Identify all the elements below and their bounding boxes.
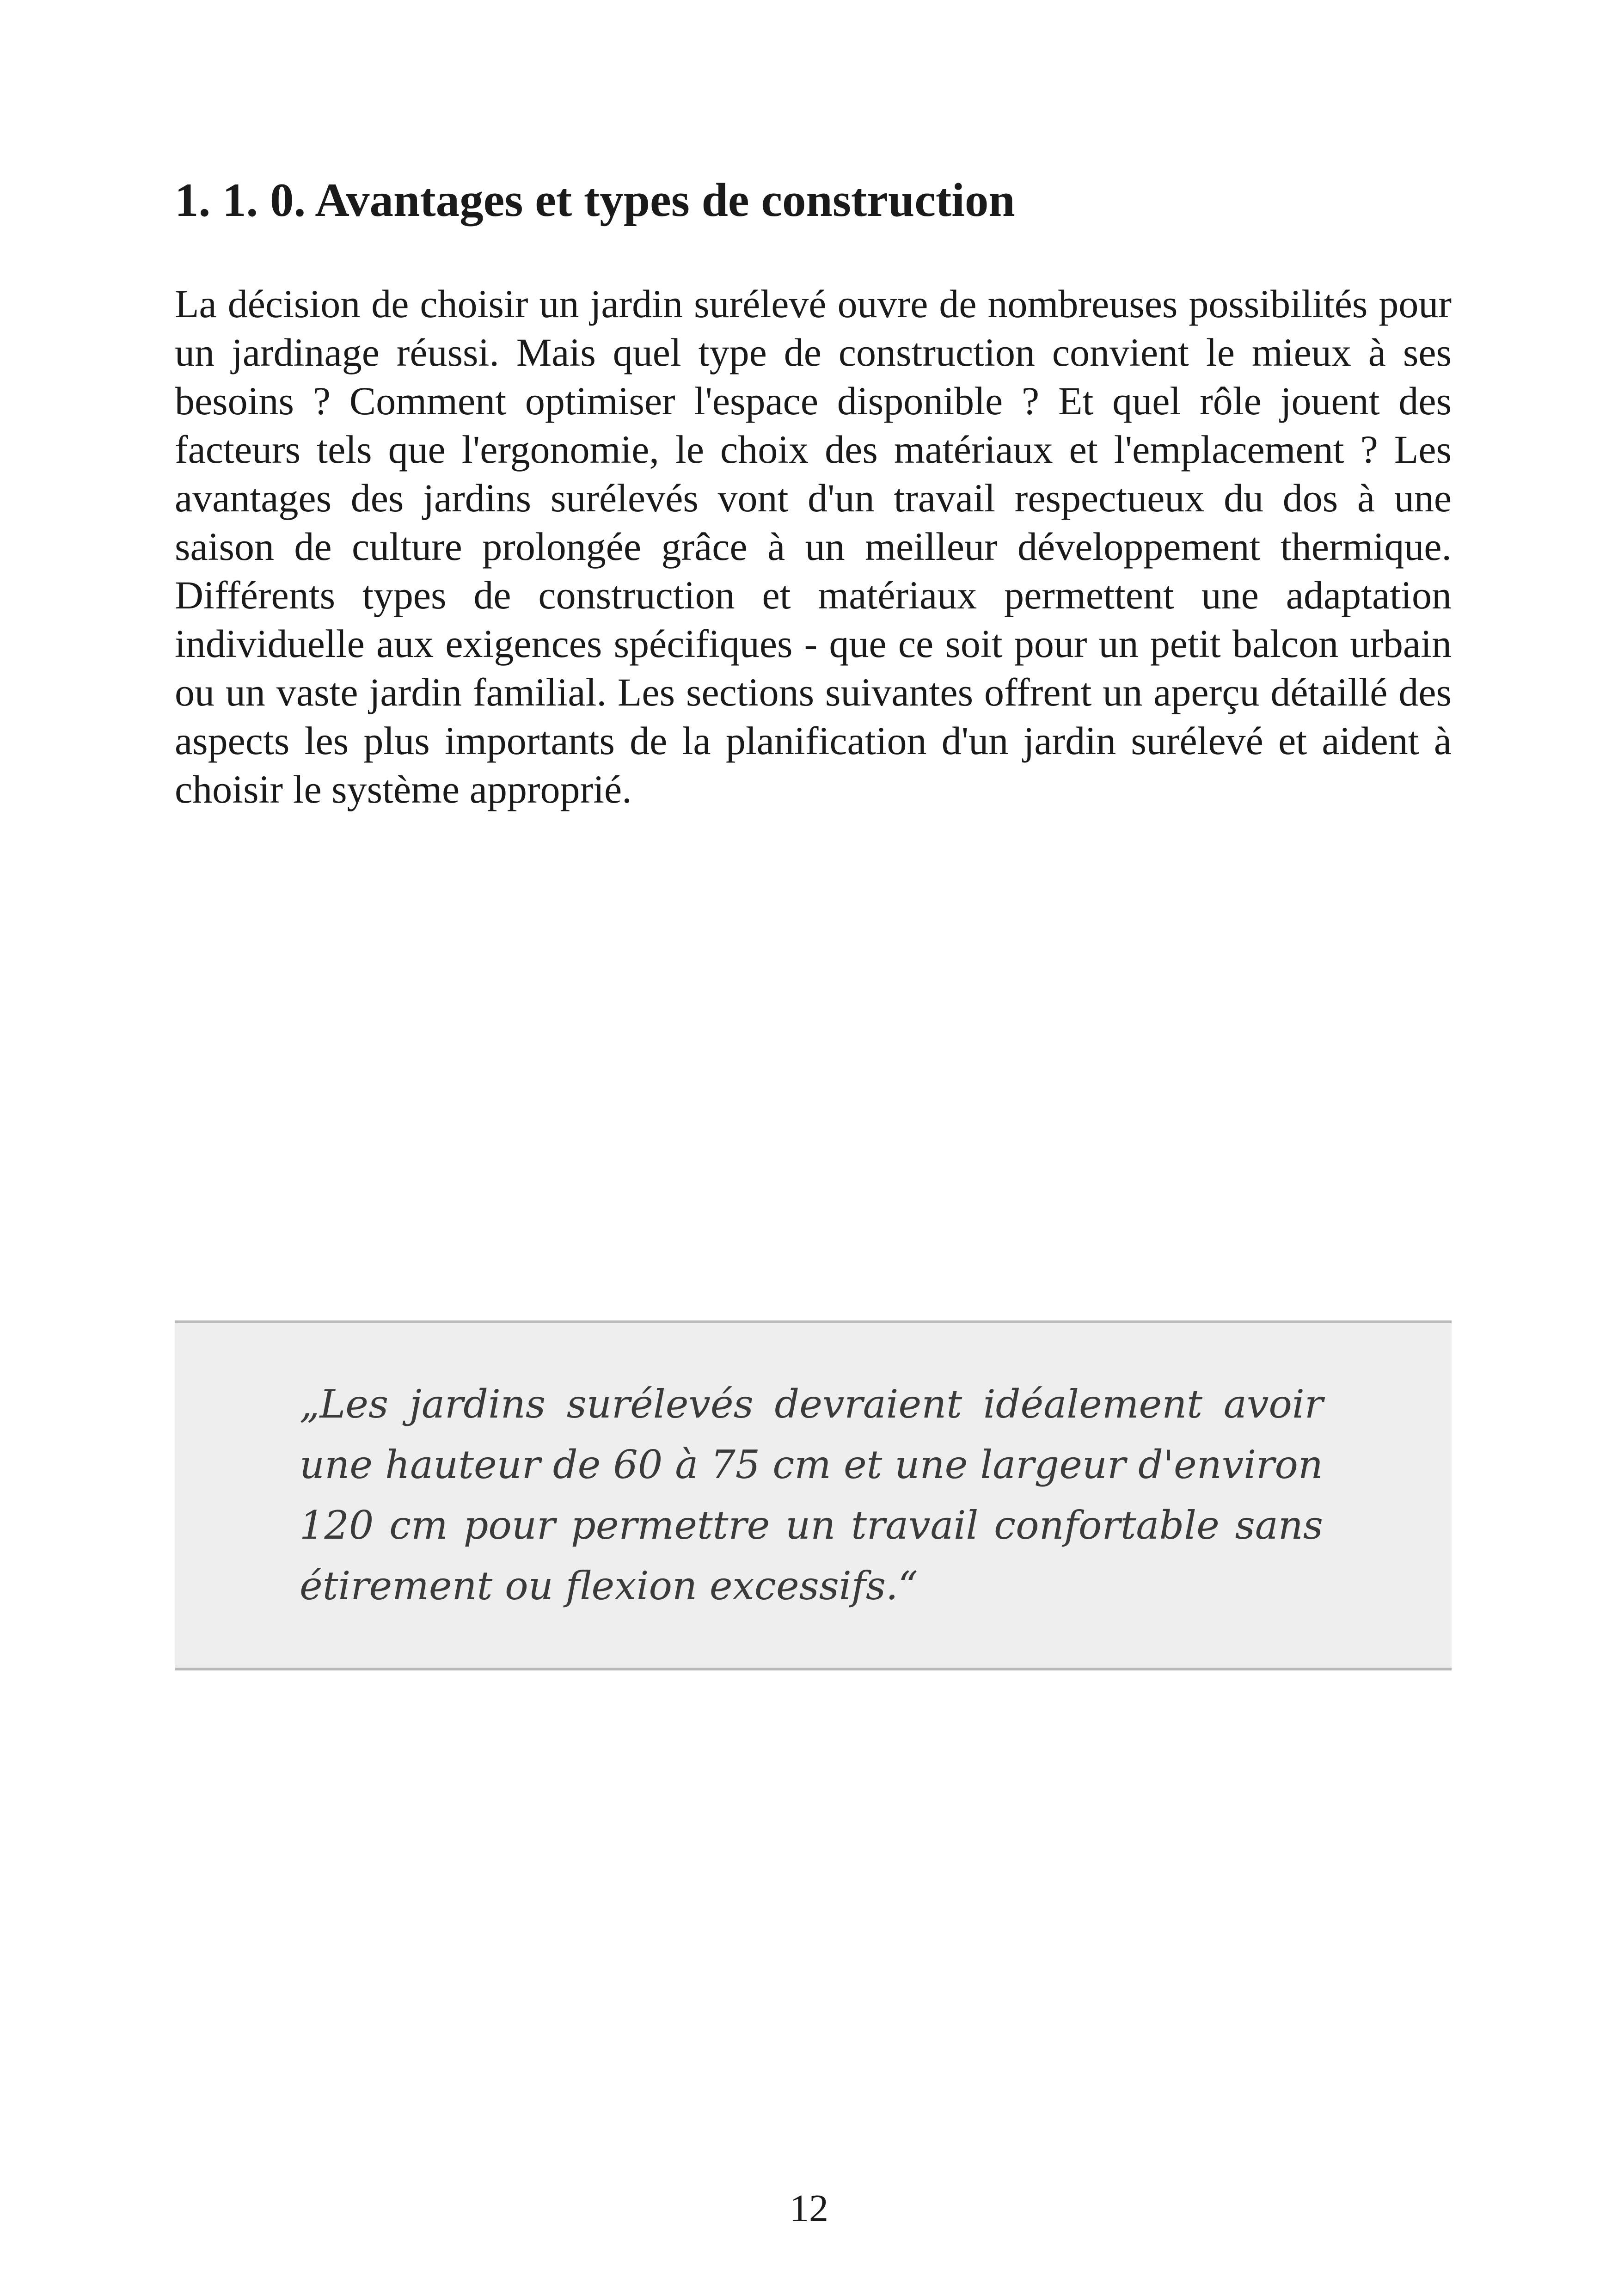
section-title: 1. 1. 0. Avantages et types de construction [175,174,1015,227]
page-number: 12 [790,2187,828,2230]
body-paragraph: La décision de choisir un jardin surélevé ouvre de nombreuses possibilités pour un jardinage réussi. Mais quel type de construction convient le mieux à ses besoins ? Comment optimiser l'espace disponible ? Et quel rôle jouent des facteurs tels que l'ergonomie, le choix des matériaux et l'emplacement ? Les avantages des jardins surélevés vont d'un travail respectueux du dos à une saison de culture prolongée grâce à un meilleur développement thermique. Différents types de construction et matériaux permettent une adaptation individuelle aux exigences spécifiques - que ce soit pour un petit balcon urbain ou un vaste jardin familial. Les sections suivantes offrent un aperçu détaillé des aspects les plus importants de la planification d'un jardin surélevé et aident à choisir le système approprié. [175,282,1452,811]
quote-text: „Les jardins surélevés devraient idéalement avoir une hauteur de 60 à 75 cm et une largeur d'environ 120 cm pour permettre un travail confortable sans étirement ou flexion excessifs.“ [300,1381,1323,1608]
callout-quote-box [175,1320,1452,1670]
